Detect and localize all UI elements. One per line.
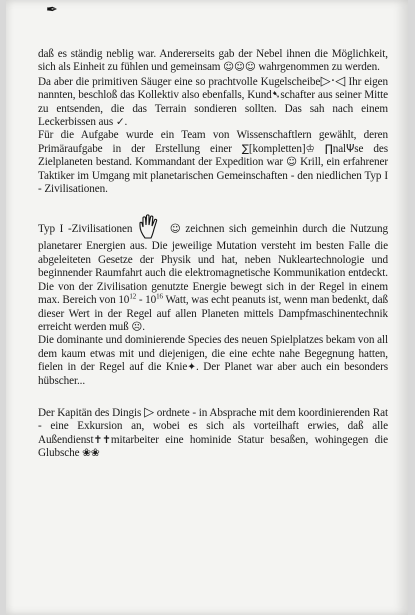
sigma-icon: ∑ — [241, 142, 249, 155]
p6-text-c: mitarbeiter eine hominide Statur besaßen, wohingegen die Glubsche — [38, 433, 388, 460]
p5-text-b: . Der Planet war aber auch ein besonders hübscher... — [38, 361, 388, 387]
p4-text-d: Watt, was echt peanuts ist, wenn man bedenkt, daß dieser Wert in der Regel auf allen Planeten mittels Dampfmaschinentechnik erreicht werden muß — [38, 294, 388, 333]
p6-text-a: Der Kapitän des Dingis — [38, 406, 145, 419]
check-icon: ✓ — [115, 116, 125, 129]
p1-text-b: wahrgenommen zu werden. — [255, 61, 380, 74]
smiley-icon-2: ☺ — [169, 223, 181, 236]
paragraph-1 — [38, 48, 388, 75]
hand-icon — [137, 214, 165, 240]
p2-text-a: Da aber die primitiven Säuger eine so prachtvolle Kugelscheibe — [38, 75, 321, 88]
p5-text-a: Die dominante und dominierende Species des neuen Spielplatzes bekam von all dem kaum etwas mit und diejenigen, die eine echte nahe Begegnung hatten, fielen in der Regel auf die Knie — [38, 334, 388, 374]
scanned-page — [6, 0, 408, 615]
p1-text-a: daß es ständig neblig war. Andererseits gab der Nebel ihnen die Möglichkeit, sich als Einheit zu fühlen und gemeinsam — [38, 48, 388, 74]
p2-text-c: schafter aus seiner Mitte zu entsenden, die das Terrain sondieren sollten. Das sah nach einem Leckerbissen aus — [38, 89, 388, 129]
p4-text-c: - 10 — [136, 294, 157, 307]
p2-text-d: . — [124, 116, 128, 129]
p4-text-a: Typ I -Zivilisationen — [38, 223, 138, 236]
smiley-icons: ☺☺☺ — [223, 61, 256, 74]
paragraph-6 — [38, 406, 388, 461]
p3-text-a: Für die Aufgabe wurde ein Team von Wissenschaftlern gewählt, deren Primäraufgabe in der Erstellung einer — [38, 129, 388, 155]
frown-icon: ☹ — [131, 320, 143, 333]
crosses-icon: ✝✝ — [93, 433, 111, 446]
paragraph-5 — [38, 334, 388, 388]
paragraph-4 — [38, 214, 388, 334]
p4-text-b: zeichnen sich gemeinhin durch die Nutzung planetarer Energien aus. Die jeweilige Mutation versteht im besten Falle die abgeleiteten Gesetze der Physik und hat, neben Nukleartechnologie und beginnender Raumfahrt auch die elektromagnetische Kommunikation entdeckt. Die von der Zivilisation genutzte Energie bewegt sich in der Regel in einem max. Bereich von 10 — [38, 223, 388, 307]
exponent-2: 16 — [156, 292, 163, 301]
exponent-1: 12 — [129, 292, 137, 301]
paragraph-3 — [38, 129, 388, 196]
p3-text-c — [315, 143, 325, 155]
arrow-icon: ➷ — [271, 89, 281, 102]
corner-mark: ✒ — [46, 3, 58, 18]
p6-text-b: ordnete - in Absprache mit dem koordinierenden Rat - eine Exkursion an, wobei es sich als vorteilhaft erwies, daß alle Außendienst — [38, 406, 388, 446]
paragraph-2 — [38, 75, 388, 130]
smiley-icon: ☺ — [286, 156, 297, 169]
p3-text-e: se des Zielplaneten bestand. Kommandant der Expedition war — [38, 142, 388, 169]
p3-text-f: Krill, ein erfahrener Taktiker im Umgang mit planetarischen Gemeinschaften - den niedlichen Typ I - Zivilisationen. — [38, 156, 388, 196]
triangles-icon: ▷·◁ — [320, 73, 346, 89]
psi-icon: Ψ — [346, 142, 355, 155]
p2-text-b: Ihr eigen nannten, beschloß das Kollektiv also ebenfalls, Kund — [38, 75, 388, 102]
star-icon: ✦ — [187, 361, 196, 374]
triangle-icon: ▷ — [144, 404, 155, 420]
p4-text-e: . — [142, 320, 145, 333]
document-text — [38, 48, 388, 461]
p3-text-d: nal — [332, 142, 347, 155]
flowers-icon: ❀❀ — [82, 447, 100, 460]
p3-text-b: [kompletten] — [248, 142, 306, 155]
product-icon: ∏ — [324, 142, 333, 155]
crown-icon: ♔ — [305, 142, 315, 155]
